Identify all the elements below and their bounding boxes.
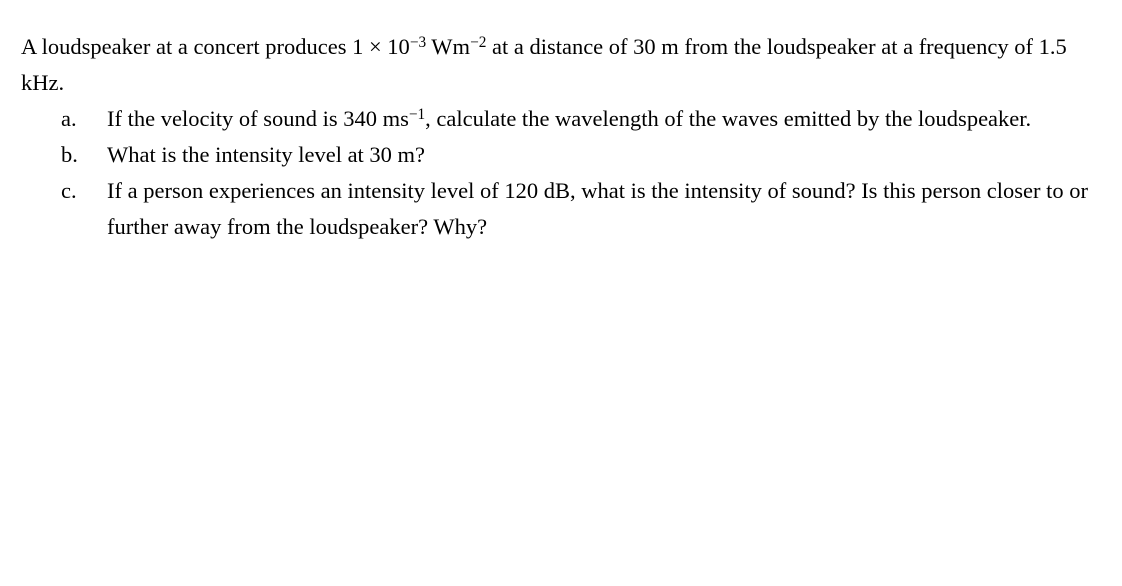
part-c-letter: c.: [61, 178, 77, 203]
question-block: [21, 29, 1101, 245]
question-parts-list: [21, 101, 1101, 245]
part-a-text-1: If the velocity of sound is 340 ms: [107, 106, 409, 131]
part-b: [21, 137, 1101, 173]
part-c-text: If a person experiences an intensity level of 120 dB, what is the intensity of sound? Is this person closer to or further away from the loudspeaker? Why?: [107, 178, 1089, 239]
stem-exponent-2: −2: [470, 34, 487, 52]
part-a: [21, 101, 1101, 137]
stem-exponent-1: −3: [409, 34, 427, 52]
part-a-letter: a.: [61, 106, 77, 131]
question-stem: [21, 29, 1101, 101]
stem-text-2: Wm: [426, 34, 471, 59]
part-b-text: What is the intensity level at 30 m?: [107, 142, 426, 167]
part-a-exponent: −1: [408, 106, 426, 124]
stem-text-1: A loudspeaker at a concert produces 1 × 10: [21, 34, 410, 59]
part-c: [21, 173, 1101, 245]
stem-text-3: at a distance of 30 m from the loudspeaker at a frequency of 1.5 kHz.: [21, 34, 1067, 95]
part-b-letter: b.: [61, 142, 78, 167]
part-a-text-2: , calculate the wavelength of the waves emitted by the loudspeaker.: [425, 106, 1032, 131]
